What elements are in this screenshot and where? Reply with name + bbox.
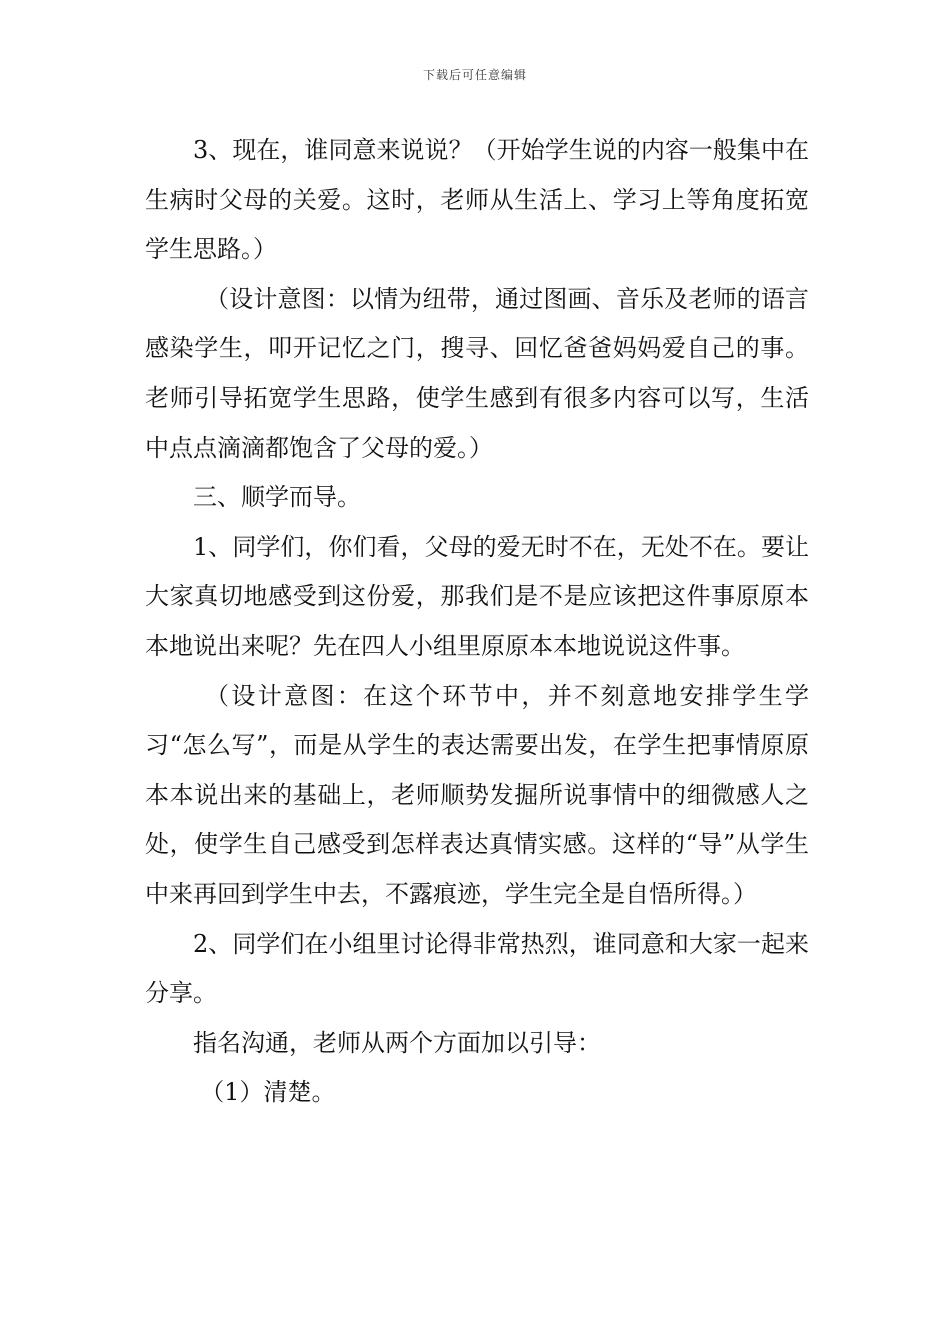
document-body bbox=[145, 126, 809, 1118]
page-header: 下载后可任意编辑 bbox=[422, 68, 527, 82]
paragraph-guidance: 指名沟通，老师从两个方面加以引导： bbox=[193, 1028, 601, 1057]
paragraph-design-intent-1: （设计意图：以情为纽带，通过图画、音乐及老师的语言感染学生，叩开记忆之门，搜寻、回忆爸爸妈妈爱自己的事。老师引导拓宽学生思路，使学生感到有很多内容可以写，生活中点点滴滴都饱含了父母的爱。） bbox=[145, 284, 809, 462]
paragraph-step-2: 2、同学们在小组里讨论得非常热烈，谁同意和大家一起来分享。 bbox=[145, 929, 809, 1008]
paragraph-step-3: 3、现在，谁同意来说说？（开始学生说的内容一般集中在生病时父母的关爱。这时，老师从生活上、学习上等角度拓宽学生思路。） bbox=[145, 136, 809, 264]
section-heading-3: 三、顺学而导。 bbox=[193, 483, 361, 512]
paragraph-design-intent-2: （设计意图：在这个环节中，并不刻意地安排学生学习“怎么写”，而是从学生的表达需要出发，在学生把事情原原本本说出来的基础上，老师顺势发掘所说事情中的细微感人之处，使学生自己感受到怎样表达真情实感。这样的“导”从学生中来再回到学生中去，不露痕迹，学生完全是自悟所得。） bbox=[145, 681, 809, 908]
list-item-clear: （1）清楚。 bbox=[200, 1078, 336, 1107]
paragraph-step-1: 1、同学们，你们看，父母的爱无时不在，无处不在。要让大家真切地感受到这份爱，那我们是不是应该把这件事原原本本地说出来呢？先在四人小组里原原本本地说说这件事。 bbox=[145, 532, 809, 660]
